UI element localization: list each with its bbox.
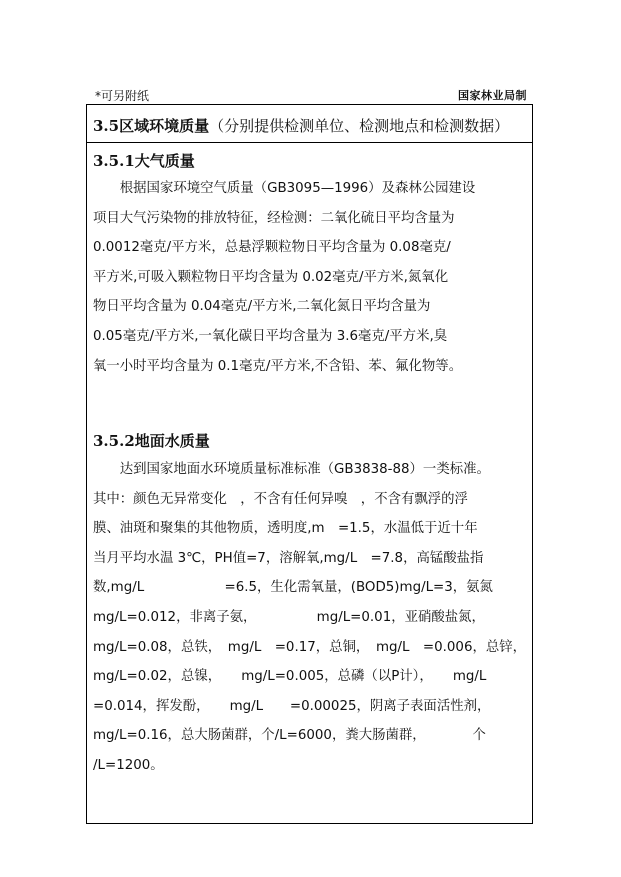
form-table xyxy=(86,104,533,824)
section-3-5-2-heading xyxy=(93,430,210,451)
text-line: mg/L=0.02，总镍， mg/L=0.005，总磷（以P计）， mg/L xyxy=(93,669,487,685)
section-3-5-heading xyxy=(93,115,509,136)
text-line: 0.0012毫克/平方米，总悬浮颗粒物日平均含量为 0.08毫克/ xyxy=(93,240,451,256)
text-line: 当月平均水温 3℃，PH值=7，溶解氧,mg/L =7.8，高锰酸盐指 xyxy=(93,550,484,566)
text-line: 项目大气污染物的排放特征，经检测：二氧化硫日平均含量为 xyxy=(93,210,455,226)
attachment-note: *可另附纸 xyxy=(95,89,150,103)
text-line: 物日平均含量为 0.04毫克/平方米,二氧化氮日平均含量为 xyxy=(93,299,431,315)
table-divider xyxy=(87,142,532,143)
water-quality-paragraph xyxy=(93,455,529,781)
section-3-5-title: 3.5区域环境质量 xyxy=(93,117,210,135)
section-3-5-1-heading xyxy=(93,150,195,171)
text-line: 根据国家环境空气质量（GB3095—1996）及森林公园建设 xyxy=(93,181,476,196)
text-line: 膜、油斑和聚集的其他物质，透明度,m =1.5，水温低于近十年 xyxy=(93,521,478,537)
text-line: 数,mg/L =6.5，生化需氧量，(BOD5)mg/L=3，氨氮 xyxy=(93,580,493,596)
text-line: 平方米,可吸入颗粒物日平均含量为 0.02毫克/平方米,氮氧化 xyxy=(93,269,449,285)
publisher-label: 国家林业局制 xyxy=(458,89,527,102)
text-line: mg/L=0.16，总大肠菌群，个/L=6000，粪大肠菌群， 个 xyxy=(93,728,486,744)
text-line: mg/L=0.012，非离子氨， mg/L=0.01，亚硝酸盐氮， xyxy=(93,609,485,625)
section-3-5-1-title: 3.5.1大气质量 xyxy=(93,152,195,170)
text-line: =0.014，挥发酚， mg/L =0.00025，阴离子表面活性剂， xyxy=(93,698,491,714)
section-3-5-subtitle: （分别提供检测单位、检测地点和检测数据） xyxy=(209,117,510,135)
text-line: 0.05毫克/平方米,一氧化碳日平均含量为 3.6毫克/平方米,臭 xyxy=(93,328,448,344)
section-3-5-2-title: 3.5.2地面水质量 xyxy=(93,432,210,450)
text-line: 氧一小时平均含量为 0.1毫克/平方米,不含铅、苯、氟化物等。 xyxy=(93,358,463,374)
air-quality-paragraph xyxy=(93,174,529,381)
text-line: mg/L=0.08，总铁， mg/L =0.17，总铜， mg/L =0.006，总锌， xyxy=(93,639,527,655)
text-line: /L=1200。 xyxy=(93,757,164,773)
text-line: 达到国家地面水环境质量标准标准（GB3838-88）一类标准。 xyxy=(93,462,490,477)
text-line: 其中：颜色无异常变化 ，不含有任何异嗅 ，不含有飘浮的浮 xyxy=(93,491,468,507)
